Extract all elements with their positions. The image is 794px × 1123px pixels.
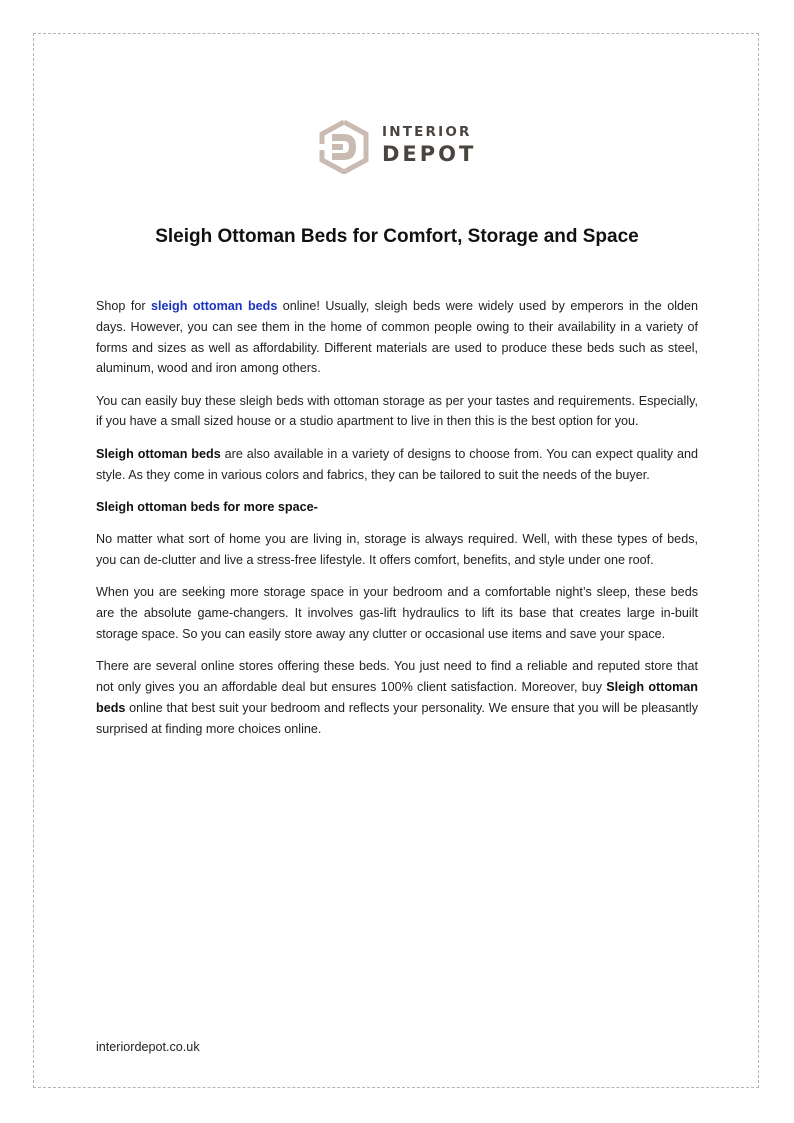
logo-line-interior: INTERIOR [382,124,472,140]
paragraph-1-intro: Shop for [96,299,151,313]
paragraph-4: No matter what sort of home you are living in, storage is always required. Well, with these types of beds, you can de-clutter and live a stress-free lifestyle. It offers comfort, benefits, and style under one roof. [96,532,698,567]
section-subheading: Sleigh ottoman beds for more space- [96,499,318,514]
document-body [96,296,698,751]
paragraph-6-rest: online that best suit your bedroom and reflects your personality. We ensure that you will be pleasantly surprised at finding more choices online. [96,700,698,736]
paragraph-2: You can easily buy these sleigh beds with ottoman storage as per your tastes and requirements. Especially, if you have a small sized house or a studio apartment to live in then this is the best option for you. [96,393,698,429]
paragraph-5: When you are seeking more storage space in your bedroom and a comfortable night’s sleep, these beds are the absolute game-changers. It involves gas-lift hydraulics to lift its base that creates large in-built storage space. So you can easily store away any clutter or occasional use items and save your space. [96,585,698,641]
paragraph-6-intro: There are several online stores offering these beds. You just need to find a reliable and reputed store that not only gives you an affordable deal but ensures 100% client satisfaction. Moreover, buy [96,659,698,694]
interior-depot-logo [318,120,478,174]
logo-line-depot: DEPOT [382,141,477,166]
paragraph-3-bold: Sleigh ottoman beds [96,446,221,461]
paragraph-6 [96,656,698,739]
footer-website: interiordepot.co.uk [96,1040,200,1054]
paragraph-3-rest: are also available in a variety of designs to choose from. You can expect quality and style. As they come in various colors and fabrics, they can be tailored to suit the needs of the buyer. [96,446,698,482]
paragraph-1-rest: online! Usually, sleigh beds were widely used by emperors in the olden days. However, you can see them in the home of common people owing to their availability in a variety of forms and sizes as well as affordability. Different materials are used to produce these beds such as steel, aluminum, wood and iron among others. [96,299,699,376]
document-title: Sleigh Ottoman Beds for Comfort, Storage and Space [155,226,639,247]
paragraph-6-bold: Sleigh ottoman beds [96,679,698,715]
interior-depot-d-hexagon-icon [318,120,370,174]
logo-wordmark [382,126,476,165]
paragraph-1 [96,296,698,379]
sleigh-ottoman-beds-link[interactable]: sleigh ottoman beds [151,299,278,313]
paragraph-3 [96,444,698,486]
